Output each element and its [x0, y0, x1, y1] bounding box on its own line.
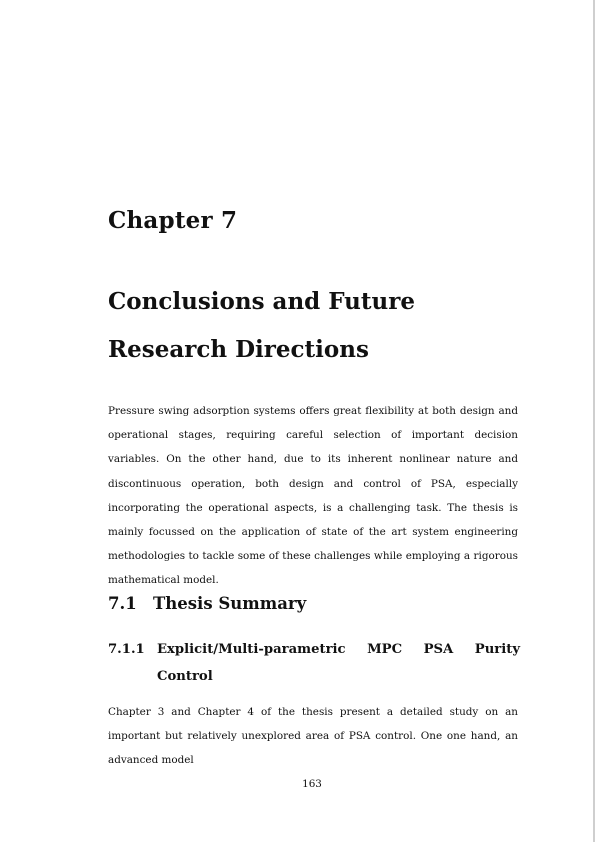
- section-heading: [108, 594, 306, 613]
- chapter-label: Chapter 7: [108, 207, 238, 234]
- subsection-heading: [108, 636, 520, 690]
- section-title: Thesis Summary: [153, 594, 307, 613]
- subsection-paragraph: Chapter 3 and Chapter 4 of the thesis present a detailed study on an important but relatively unexplored area of PSA control. One one hand, an advanced model: [108, 706, 518, 767]
- intro-paragraph: Pressure swing adsorption systems offers great flexibility at both design and operational stages, requiring careful selection of important decision variables. On the other hand, due to its inherent nonlinear nature and discontinuous operation, both design and control of PSA, especially incorporating the operational aspects, is a challenging task. The thesis is mainly focussed on the application of state of the art system engineering methodologies to tackle some of these challenges while employing a rigorous mathematical model.: [108, 405, 518, 587]
- subsection-number: 7.1.1: [108, 642, 145, 657]
- chapter-title: Conclusions and Future Research Directions: [108, 288, 415, 363]
- section-number: 7.1: [108, 594, 137, 613]
- page-number: 163: [302, 778, 322, 790]
- subsection-title: Explicit/Multi-parametric MPC PSA Purity Control: [157, 642, 520, 684]
